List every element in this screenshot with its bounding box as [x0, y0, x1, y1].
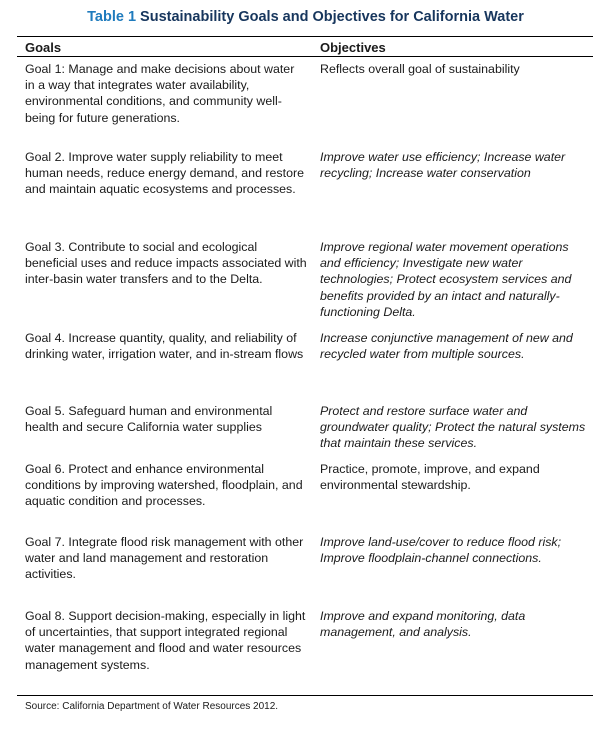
bottom-rule — [17, 695, 593, 696]
table-title: Sustainability Goals and Objectives for California Water — [140, 9, 524, 25]
objective-cell: Reflects overall goal of sustainability — [320, 62, 520, 76]
header-rule — [17, 56, 593, 57]
objective-cell: Improve regional water movement operations and efficiency; Investigate new water technologies; Protect ecosystem services and benefits provided by an intact and naturally-functioning Delta. — [320, 240, 572, 319]
top-rule — [17, 36, 593, 37]
goal-cell: Goal 8. Support decision-making, especially in light of uncertainties, that support integrated regional water management and flood and water resources management systems. — [25, 609, 306, 672]
objective-cell: Improve water use efficiency; Increase water recycling; Increase water conservation — [320, 150, 566, 181]
source-note: Source: California Department of Water Resources 2012. — [25, 701, 279, 712]
goal-cell: Goal 1: Manage and make decisions about water in a way that integrates water availability, environmental conditions, and community well-being for future generations. — [25, 62, 295, 125]
objective-cell: Practice, promote, improve, and expand environmental stewardship. — [320, 462, 540, 493]
objective-cell: Improve and expand monitoring, data management, and analysis. — [320, 609, 526, 640]
objective-cell: Increase conjunctive management of new and recycled water from multiple sources. — [320, 331, 573, 362]
goal-cell: Goal 2. Improve water supply reliability to meet human needs, reduce energy demand, and restore and maintain aquatic ecosystems and processes. — [25, 150, 304, 197]
goal-cell: Goal 7. Integrate flood risk management with other water and land management and restoration activities. — [25, 535, 304, 582]
goal-cell: Goal 5. Safeguard human and environmental health and secure California water supplies — [25, 404, 273, 435]
header-goals: Goals — [25, 40, 62, 55]
goal-cell: Goal 6. Protect and enhance environmental conditions by improving watershed, floodplain, and aquatic condition and processes. — [25, 462, 303, 509]
objective-cell: Improve land-use/cover to reduce flood risk; Improve floodplain-channel connections. — [320, 535, 562, 566]
goal-cell: Goal 3. Contribute to social and ecological beneficial uses and reduce impacts associated with inter-basin water transfers and to the Delta. — [25, 240, 307, 287]
table-number: Table 1 — [87, 9, 137, 25]
goal-cell: Goal 4. Increase quantity, quality, and reliability of drinking water, irrigation water, and in-stream flows — [25, 331, 304, 362]
table-caption — [0, 9, 611, 25]
objective-cell: Protect and restore surface water and groundwater quality; Protect the natural systems that maintain these services. — [320, 404, 586, 451]
table-header-row — [17, 38, 593, 56]
header-objectives: Objectives — [320, 40, 386, 55]
